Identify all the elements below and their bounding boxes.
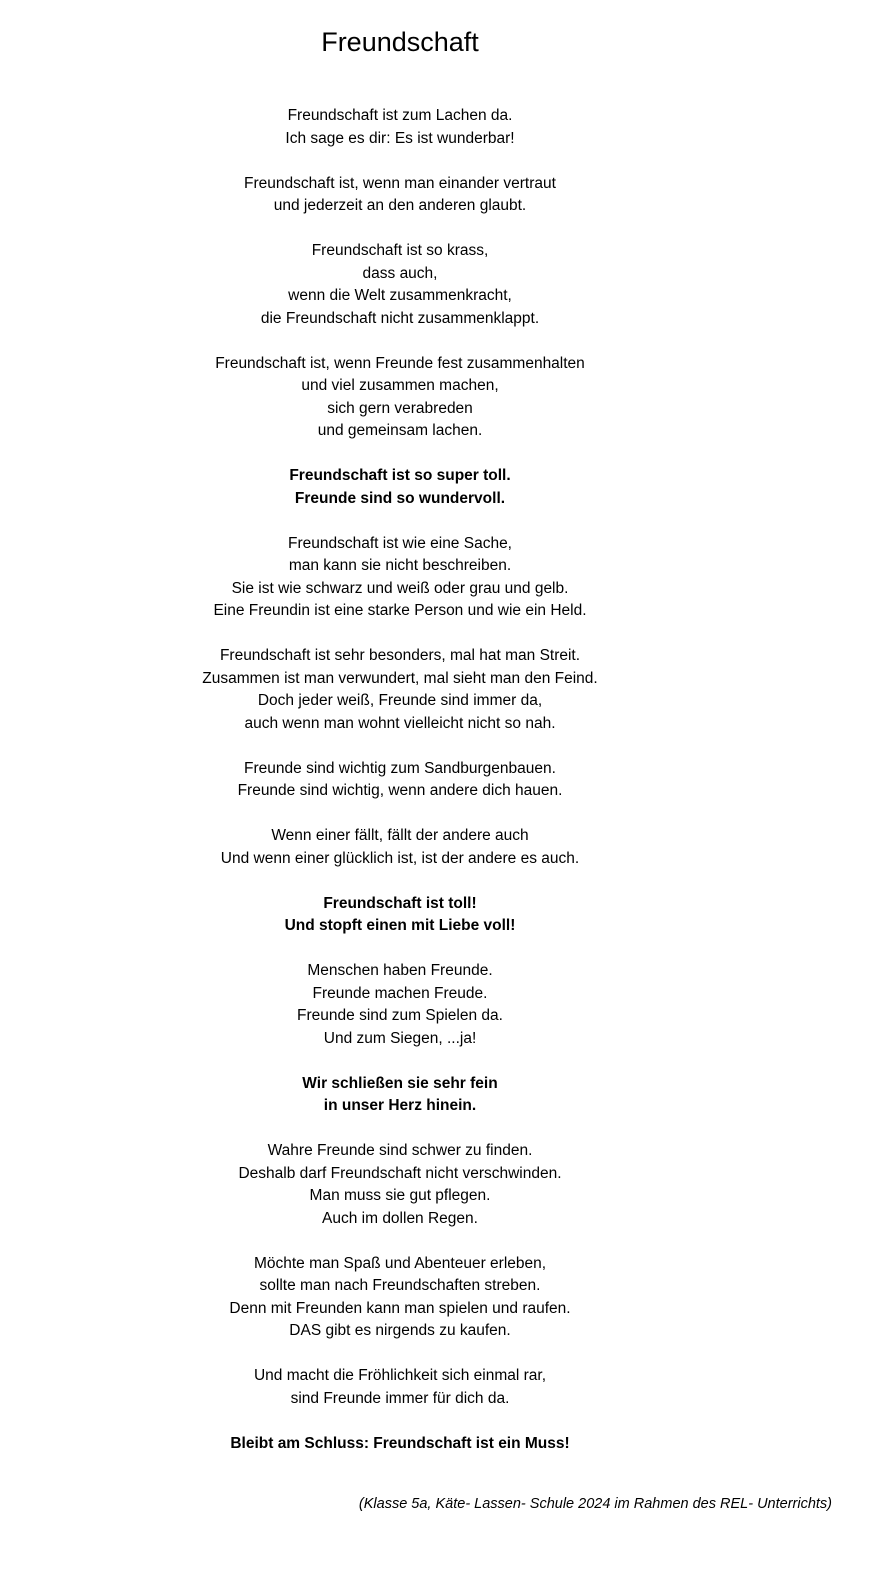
- poem-line: Wahre Freunde sind schwer zu finden.: [267, 1142, 533, 1159]
- poem-line: Und stopft einen mit Liebe voll!: [284, 917, 516, 934]
- poem-line: Freundschaft ist so krass,: [311, 242, 489, 259]
- refrain-stanza: [0, 465, 800, 510]
- poem-line: sind Freunde immer für dich da.: [290, 1389, 510, 1407]
- poem-line: Man muss sie gut pflegen.: [309, 1187, 491, 1204]
- poem-line: wenn die Welt zusammenkracht,: [288, 287, 512, 304]
- poem-line: Freunde sind zum Spielen da.: [297, 1007, 503, 1024]
- stanza: [0, 105, 800, 150]
- poem-line: in unser Herz hinein.: [323, 1097, 477, 1114]
- poem-line: Freundschaft ist sehr besonders, mal hat man Streit.: [219, 647, 581, 664]
- stanza: [0, 1253, 800, 1343]
- poem-line: Wenn einer fällt, fällt der andere auch: [271, 827, 529, 844]
- poem-line: Freunde sind so wundervoll.: [294, 489, 506, 507]
- poem-line: Und wenn einer glücklich ist, ist der andere es auch.: [220, 849, 580, 867]
- poem-line: sollte man nach Freundschaften streben.: [259, 1277, 541, 1294]
- poem-line: Freunde sind wichtig, wenn andere dich hauen.: [237, 782, 563, 799]
- poem-line: Freundschaft ist wie eine Sache,: [287, 534, 512, 552]
- footer-credit: (Klasse 5a, Käte- Lassen- Schule 2024 im Rahmen des REL- Unterrichts): [358, 1496, 832, 1512]
- poem-line: Freundschaft ist, wenn Freunde fest zusammenhalten: [215, 354, 585, 372]
- poem-line: Ich sage es dir: Es ist wunderbar!: [285, 129, 515, 147]
- poem-line: Freundschaft ist, wenn man einander vertraut: [244, 174, 556, 192]
- stanza: [0, 240, 800, 330]
- stanza: [0, 173, 800, 218]
- poem-line: die Freundschaft nicht zusammenklappt.: [260, 309, 540, 327]
- stanza: [0, 1140, 800, 1230]
- poem-line: auch wenn man wohnt vielleicht nicht so nah.: [244, 714, 556, 732]
- poem-line: Freundschaft ist zum Lachen da.: [287, 107, 513, 124]
- poem-line: Menschen haben Freunde.: [307, 962, 493, 979]
- poem-line: Eine Freundin ist eine starke Person und wie ein Held.: [213, 602, 587, 619]
- stanza: [0, 1365, 800, 1410]
- stanza: [0, 353, 800, 443]
- poem-line: Wir schließen sie sehr fein: [302, 1074, 498, 1092]
- poem-line: und gemeinsam lachen.: [317, 422, 483, 439]
- refrain-stanza: [0, 1433, 800, 1456]
- poem-title: Freundschaft: [321, 27, 479, 57]
- stanza: [0, 960, 800, 1050]
- stanza: [0, 825, 800, 870]
- poem-body: [0, 105, 800, 1478]
- poem-line: und viel zusammen machen,: [301, 377, 499, 394]
- poem-line: Freunde sind wichtig zum Sandburgenbauen.: [244, 759, 556, 777]
- stanza: [0, 758, 800, 803]
- poem-line: DAS gibt es nirgends zu kaufen.: [289, 1322, 511, 1339]
- poem-line: Freundschaft ist so super toll.: [289, 467, 511, 484]
- poem-line: Bleibt am Schluss: Freundschaft ist ein Muss!: [230, 1434, 570, 1452]
- poem-line: Möchte man Spaß und Abenteuer erleben,: [253, 1254, 547, 1272]
- refrain-stanza: [0, 893, 800, 938]
- stanza: [0, 645, 800, 735]
- poem-line: Freundschaft ist toll!: [323, 894, 477, 912]
- poem-line: Sie ist wie schwarz und weiß oder grau und gelb.: [231, 579, 569, 597]
- poem-line: und jederzeit an den anderen glaubt.: [273, 197, 527, 214]
- poem-line: Doch jeder weiß, Freunde sind immer da,: [257, 692, 543, 709]
- refrain-stanza: [0, 1073, 800, 1118]
- poem-line: Und macht die Fröhlichkeit sich einmal rar,: [253, 1367, 547, 1384]
- poem-line: Und zum Siegen, ...ja!: [323, 1029, 477, 1047]
- poem-line: Denn mit Freunden kann man spielen und raufen.: [229, 1299, 571, 1317]
- poem-line: Zusammen ist man verwundert, mal sieht man den Feind.: [202, 669, 598, 687]
- poem-line: Freunde machen Freude.: [312, 984, 488, 1002]
- poem-line: Deshalb darf Freundschaft nicht verschwinden.: [238, 1164, 562, 1182]
- poem-line: sich gern verabreden: [327, 399, 473, 417]
- stanza: [0, 533, 800, 623]
- poem-line: Auch im dollen Regen.: [322, 1209, 478, 1227]
- poem-line: man kann sie nicht beschreiben.: [288, 557, 512, 574]
- poem-line: dass auch,: [362, 264, 438, 282]
